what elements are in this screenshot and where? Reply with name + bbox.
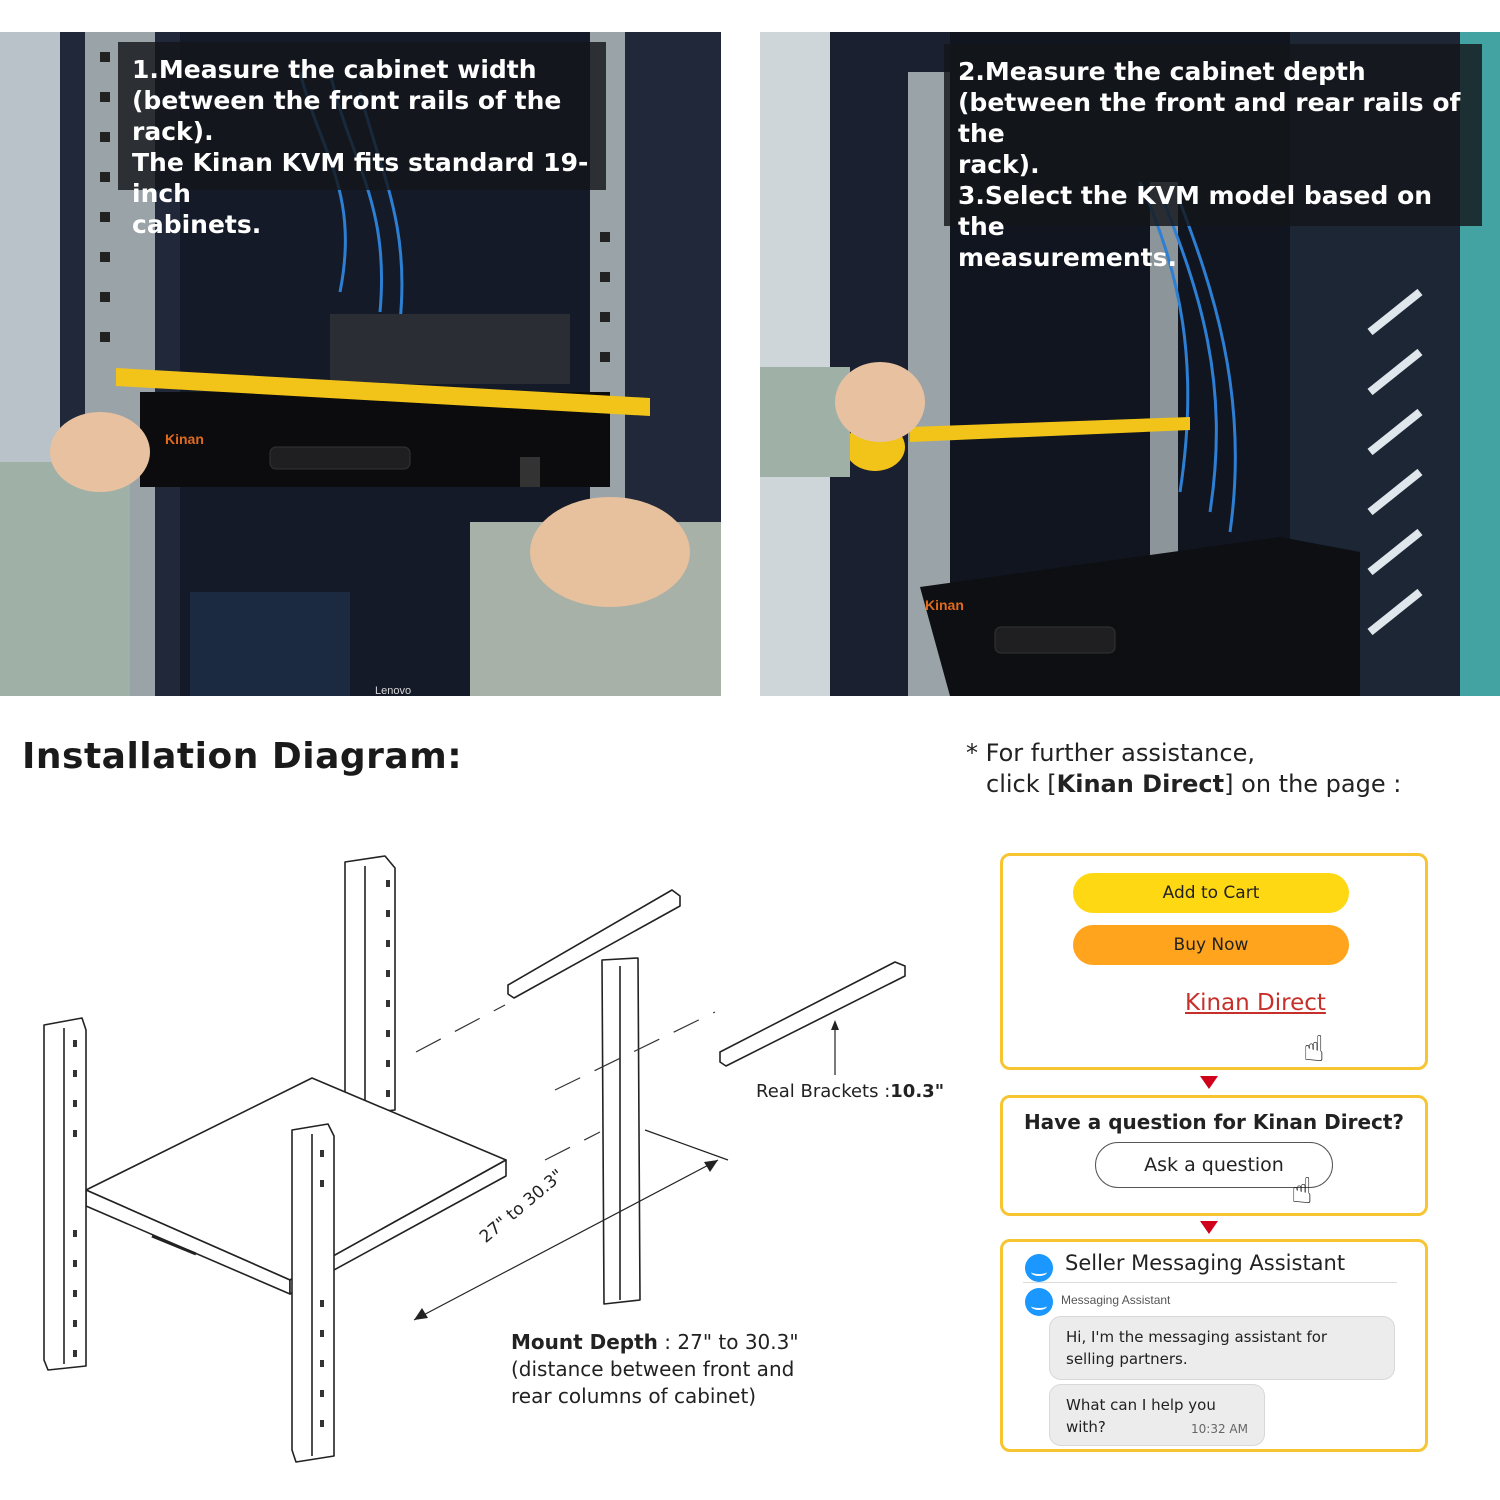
chat-panel (1000, 1239, 1428, 1452)
chat-timestamp: 10:32 AM (1191, 1422, 1248, 1436)
installation-diagram-heading: Installation Diagram: (22, 736, 463, 777)
triangle-down-icon (1200, 1221, 1218, 1234)
mount-depth-note: (distance between front and rear columns of cabinet) (511, 1357, 795, 1408)
caption-step-2-3: 2.Measure the cabinet depth (between the front and rear rails of the rack). 3.Select the KVM model based on the measurements. (944, 44, 1482, 226)
kvm-brand-text: Kinan (165, 431, 204, 447)
caption-step-1: 1.Measure the cabinet width (between the front rails of the rack). The Kinan KVM fits standard 19-inch cabinets. (118, 42, 606, 190)
chat-message-text: What can I help you with? (1066, 1396, 1216, 1436)
question-panel (1000, 1095, 1428, 1216)
ask-question-button[interactable]: Ask a question (1095, 1142, 1333, 1188)
mount-depth-title: Mount Depth (511, 1330, 658, 1354)
assistance-note-line2 (966, 769, 1466, 800)
kinan-direct-link[interactable]: Kinan Direct (1185, 990, 1326, 1016)
assistance-note (966, 738, 1466, 800)
rear-bracket-upper (508, 890, 680, 998)
purchase-panel (1000, 853, 1428, 1070)
mount-depth-label (511, 1329, 841, 1410)
question-title: Have a question for Kinan Direct? (1023, 1110, 1405, 1134)
rack-column-front-left (44, 1018, 86, 1370)
buy-now-button[interactable]: Buy Now (1073, 925, 1349, 965)
photo-measure-depth (760, 32, 1500, 696)
bracket-label-value: 10.3" (890, 1081, 945, 1102)
amazon-smile-icon (1025, 1288, 1053, 1316)
chat-message: Hi, I'm the messaging assistant for selling partners. (1049, 1316, 1395, 1380)
pointing-hand-icon: ☝ (1303, 1028, 1325, 1069)
bracket-label-prefix: Real Brackets : (756, 1081, 891, 1102)
assistance-note-line1: * For further assistance, (966, 739, 1255, 767)
amazon-smile-icon (1025, 1254, 1053, 1282)
box-label-text: Lenovo (375, 685, 412, 696)
mount-depth-value: : 27" to 30.3" (657, 1330, 799, 1354)
rear-bracket-right (720, 962, 905, 1066)
chat-message (1049, 1384, 1265, 1446)
depth-dimension-label: 27" to 30.3" (476, 1165, 568, 1248)
triangle-down-icon (1200, 1076, 1218, 1089)
rack-column-back-right (602, 958, 640, 1304)
pointing-hand-icon: ☝ (1291, 1170, 1313, 1211)
photo-measure-width (0, 32, 721, 696)
chat-title: Seller Messaging Assistant (1065, 1251, 1346, 1275)
chat-sender-name: Messaging Assistant (1061, 1293, 1171, 1307)
rear-brackets-label (756, 1081, 944, 1102)
note-line2-suffix: ] on the page : (1224, 770, 1402, 798)
note-line2-prefix: click [ (986, 770, 1057, 798)
chat-divider (1023, 1282, 1397, 1283)
note-kinan-direct-bold: Kinan Direct (1056, 770, 1225, 798)
rack-column-front-right (292, 1124, 334, 1462)
kvm-brand-text-right: Kinan (925, 597, 964, 613)
add-to-cart-button[interactable]: Add to Cart (1073, 873, 1349, 913)
rack-column-back-left (345, 856, 395, 1114)
